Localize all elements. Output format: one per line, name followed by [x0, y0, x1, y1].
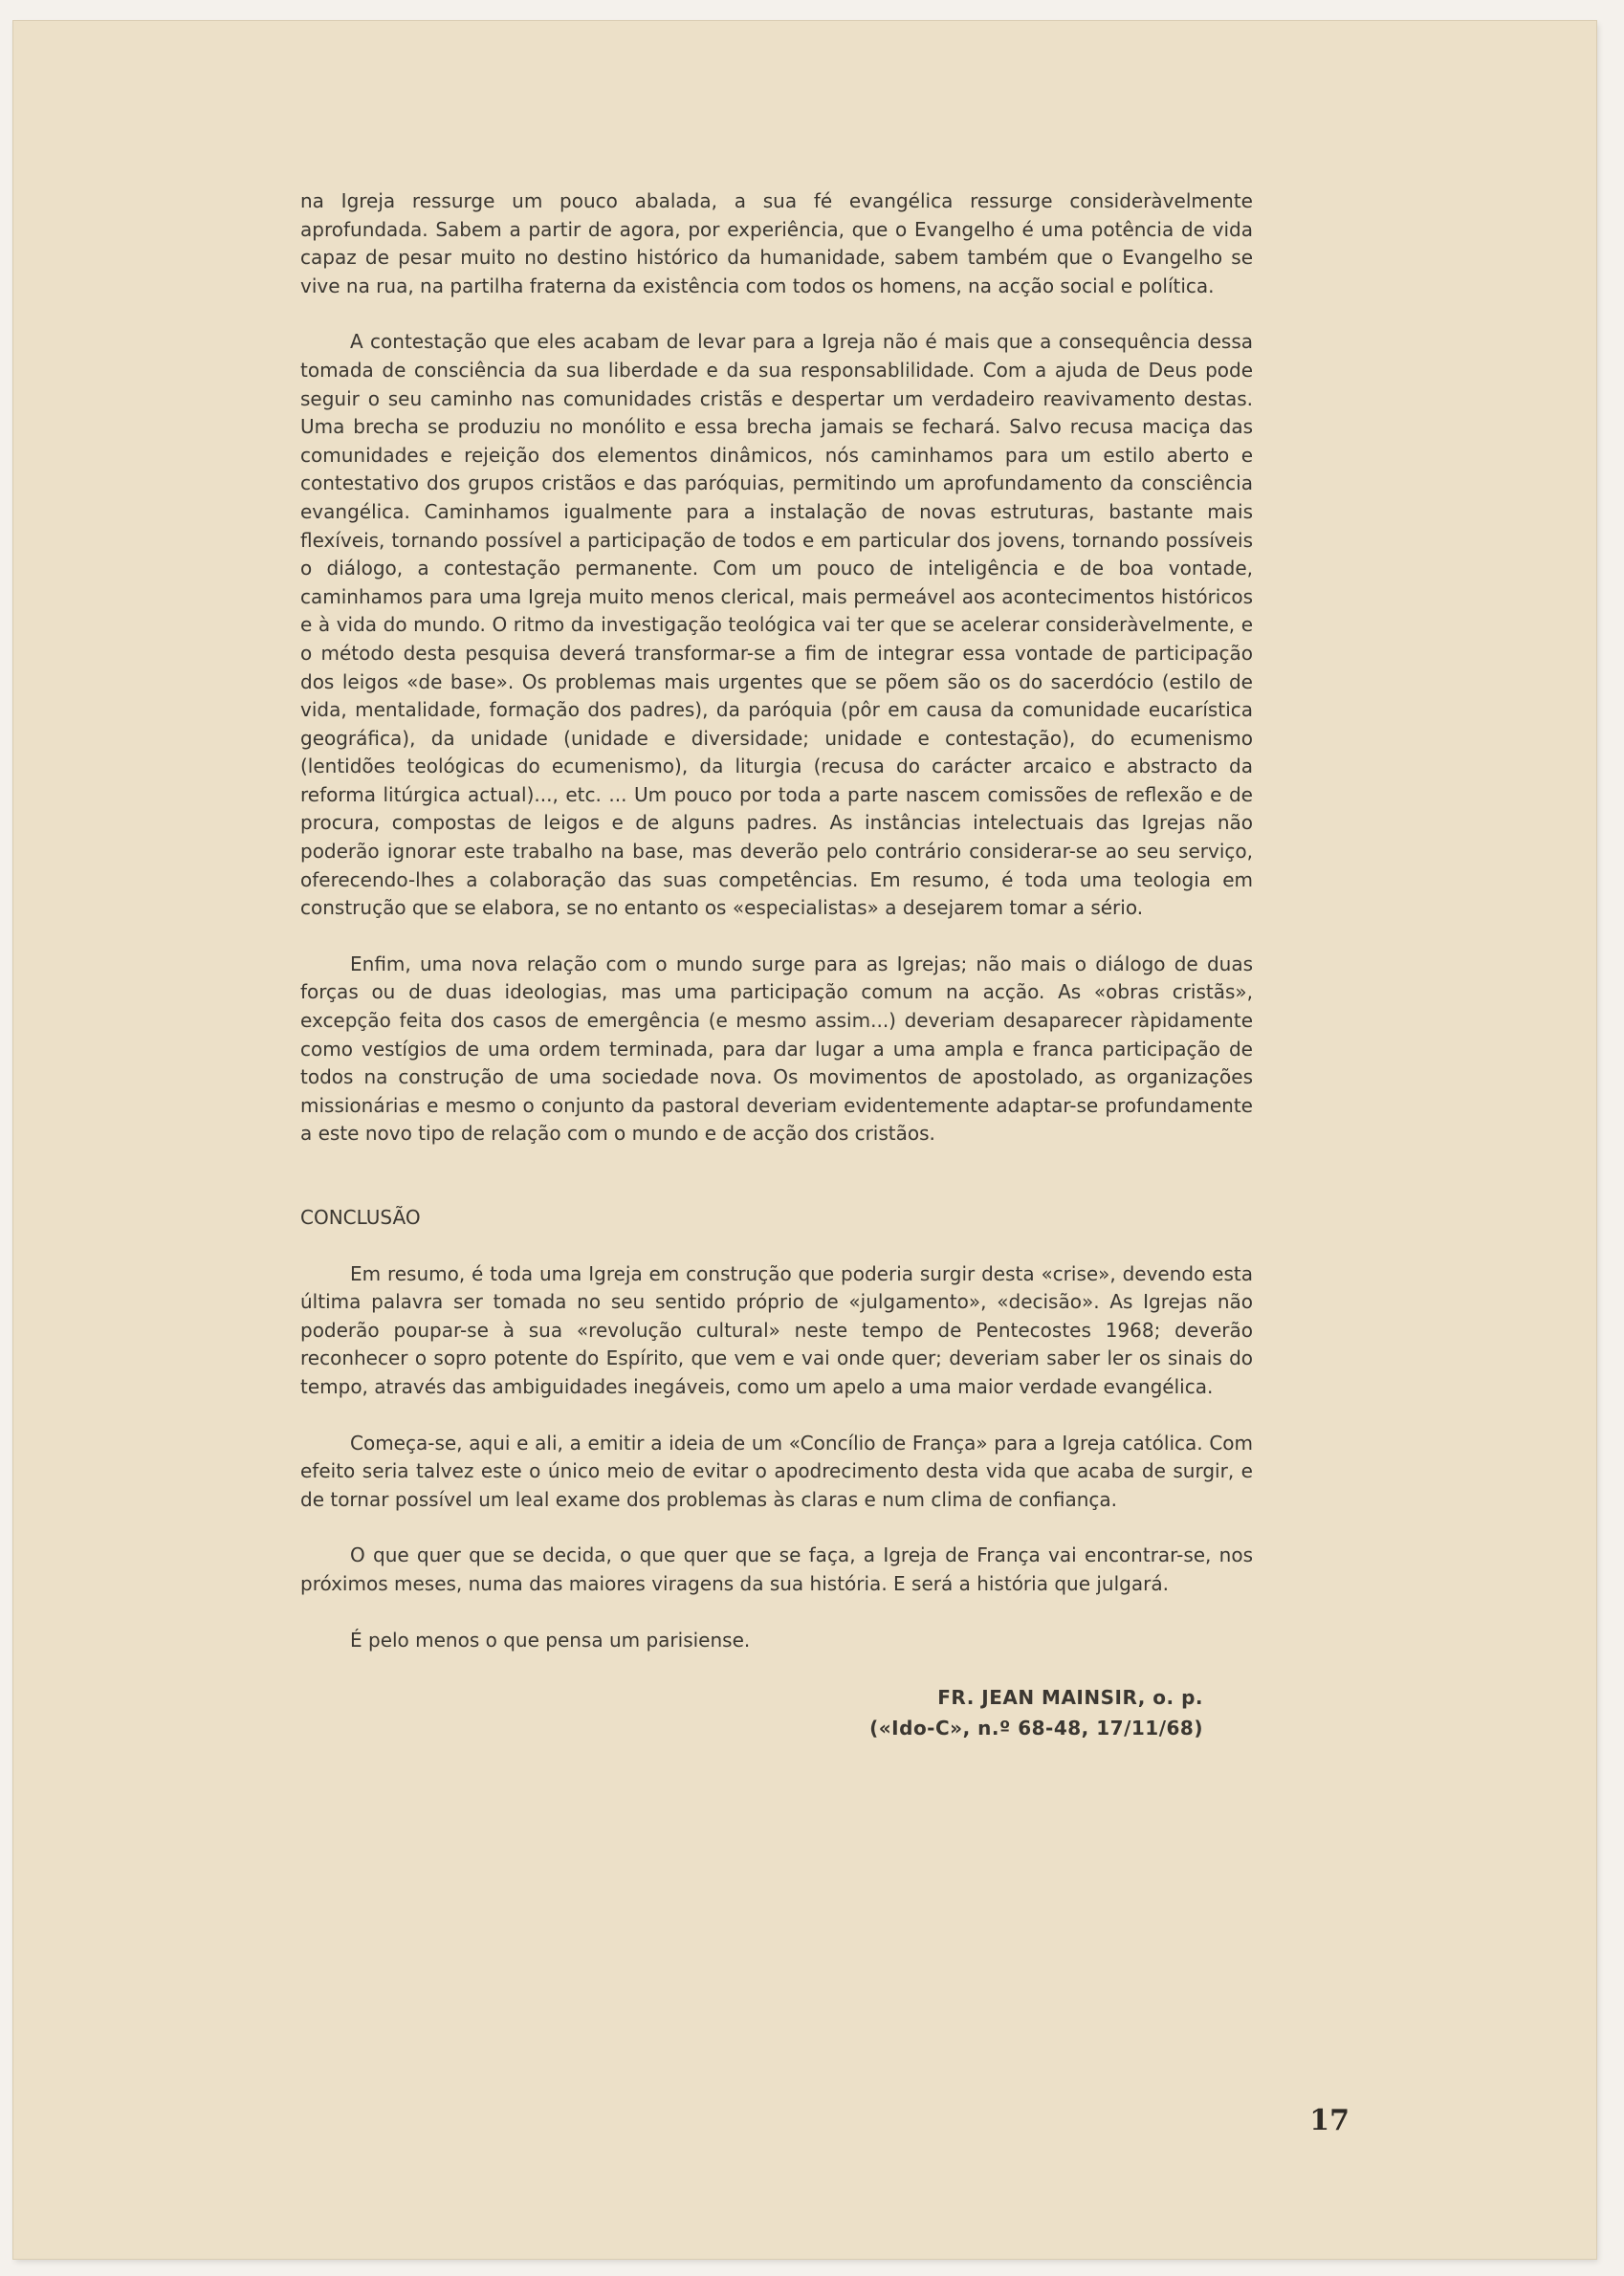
- paragraph-1: na Igreja ressurge um pouco abalada, a sua fé evangélica ressurge consideràvelmente aprofundada. Sabem a partir de agora, por experiência, que o Evangelho é uma potência de vida capaz de pesar muito no destino histórico da humanidade, sabem também que o Evangelho se vive na rua, na partilha fraterna da existência com todos os homens, na acção social e política.: [300, 189, 1253, 297]
- paragraph-5: Começa-se, aqui e ali, a emitir a ideia de um «Concílio de França» para a Igreja católica. Com efeito seria talvez este o único meio de evitar o apodrecimento desta vida que acaba de surgir, e de tornar possível um leal exame dos problemas às claras e num clima de confiança.: [300, 1431, 1253, 1511]
- signature-source: («Ido-C», n.º 68-48, 17/11/68): [869, 1717, 1203, 1740]
- signature-block: [300, 1682, 1203, 1743]
- paragraph-2: A contestação que eles acabam de levar para a Igreja não é mais que a consequência dessa tomada de consciência da sua liberdade e da sua responsablilidade. Com a ajuda de Deus pode seguir o seu caminho nas comunidades cristãs e despertar um verdadeiro reavivamento destas. Uma brecha se produziu no monólito e essa brecha jamais se fechará. Salvo recusa maciça das comunidades e rejeição dos elementos dinâmicos, nós caminhamos para um estilo aberto e contestativo dos grupos cristãos e das paróquias, permitindo um aprofundamento da consciência evangélica. Caminhamos igualmente para a instalação de novas estruturas, bastante mais flexíveis, tornando possível a participação de todos e em particular dos jovens, tornando possíveis o diálogo, a contestação permanente. Com um pouco de inteligência e de boa vontade, caminhamos para uma Igreja muito menos clerical, mais permeável aos acontecimentos históricos e à vida do mundo. O ritmo da investigação teológica vai ter que se acelerar consideràvelmente, e o método desta pesquisa deverá transformar-se a fim de integrar essa vontade de participação dos leigos «de base». Os problemas mais urgentes que se põem são os do sacerdócio (estilo de vida, mentalidade, formação dos padres), da paróquia (pôr em causa da comunidade eucarística geográfica), da unidade (unidade e diversidade; unidade e contestação), do ecumenismo (lentidões teológicas do ecumenismo), da liturgia (recusa do carácter arcaico e abstracto da reforma litúrgica actual)..., etc. ... Um pouco por toda a parte nascem comissões de reflexão e de procura, compostas de leigos e de alguns padres. As instâncias intelectuais das Igrejas não poderão ignorar este trabalho na base, mas deverão pelo contrário considerar-se ao seu serviço, oferecendo-lhes a colaboração das suas competências. Em resumo, é toda uma teologia em construção que se elabora, se no entanto os «especialistas» a desejarem tomar a sério.: [300, 330, 1253, 920]
- paragraph-3: Enfim, uma nova relação com o mundo surge para as Igrejas; não mais o diálogo de duas forças ou de duas ideologias, mas uma participação comum na acção. As «obras cristãs», excepção feita dos casos de emergência (e mesmo assim...) deveriam desaparecer ràpidamente como vestígios de uma ordem terminada, para dar lugar a uma ampla e franca participação de todos na construção de uma sociedade nova. Os movimentos de apostolado, as organizações missionárias e mesmo o conjunto da pastoral deveriam evidentemente adaptar-se profundamente a este novo tipo de relação com o mundo e de acção dos cristãos.: [300, 952, 1253, 1146]
- signature-author: FR. JEAN MAINSIR, o. p.: [937, 1686, 1203, 1710]
- section-heading: CONCLUSÃO: [300, 1206, 421, 1229]
- paragraph-7: É pelo menos o que pensa um parisiense.: [350, 1628, 751, 1652]
- paragraph-4: Em resumo, é toda uma Igreja em construção que poderia surgir desta «crise», devendo esta última palavra ser tomada no seu sentido próprio de «julgamento», «decisão». As Igrejas não poderão poupar-se à sua «revolução cultural» neste tempo de Pentecostes 1968; deverão reconhecer o sopro potente do Espírito, que vem e vai onde quer; deveriam saber ler os sinais do tempo, através das ambiguidades inegáveis, como um apelo a uma maior verdade evangélica.: [300, 1261, 1253, 1398]
- article-body: [300, 187, 1253, 1743]
- page-sheet: [13, 21, 1596, 2259]
- paragraph-6: O que quer que se decida, o que quer que se faça, a Igreja de França vai encontrar-se, nos próximos meses, numa das maiores viragens da sua história. E será a história que julgará.: [300, 1543, 1253, 1595]
- page-number: 17: [1309, 2104, 1350, 2137]
